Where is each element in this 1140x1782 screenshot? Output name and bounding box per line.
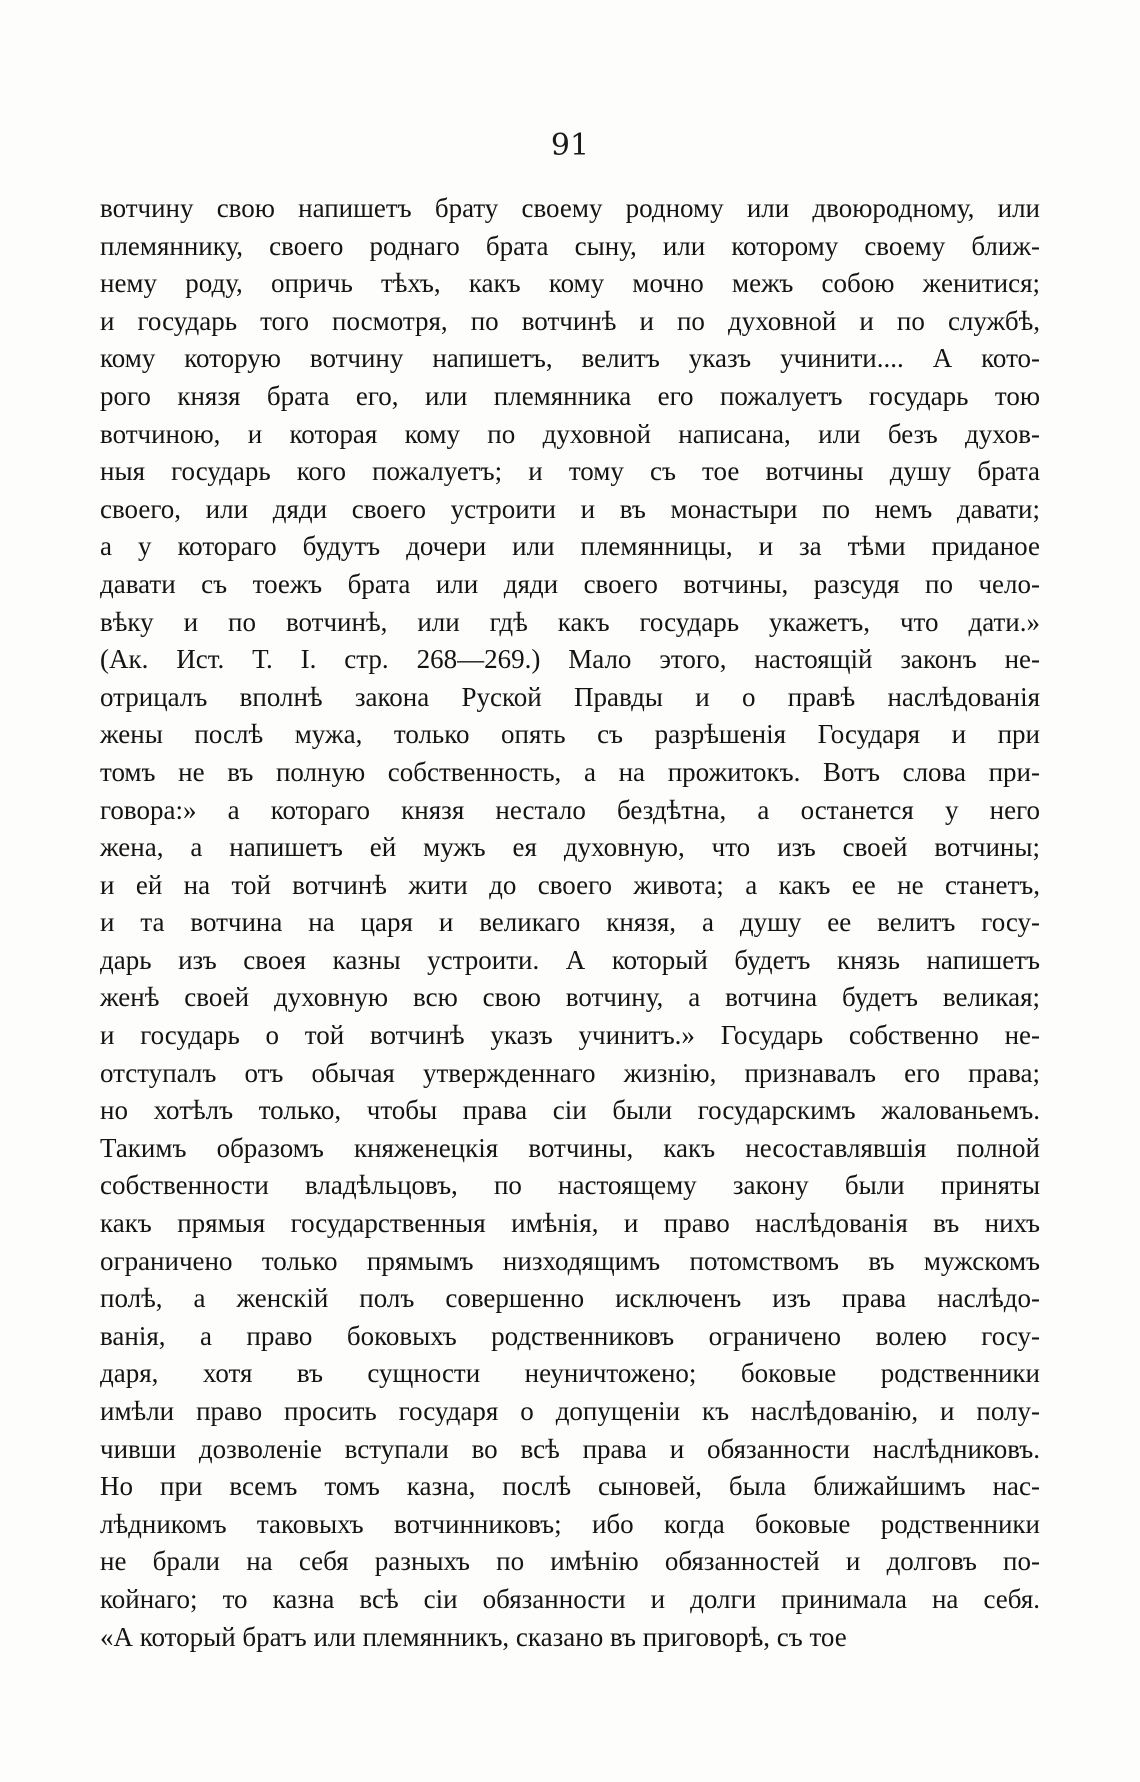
text-line: но хотѣлъ только, чтобы права сіи были государскимъ жалованьемъ.: [100, 1095, 1040, 1126]
text-line: томъ не въ полную собственность, а на прожитокъ. Вотъ слова при-: [100, 756, 1040, 787]
text-line: «А который братъ или племянникъ, сказано въ приговорѣ, съ тое: [100, 1621, 847, 1652]
text-line: койнаго; то казна всѣ сіи обязанности и долги принимала на себя.: [100, 1583, 1040, 1614]
body-text: [100, 190, 1040, 1656]
text-line: имѣли право просить государя о допущеніи къ наслѣдованію, и полу-: [100, 1396, 1040, 1426]
text-line: Такимъ образомъ княженецкія вотчины, какъ несоставлявшія полной: [100, 1132, 1040, 1163]
text-line: и та вотчина на царя и великаго князя, а душу ее велитъ госу-: [100, 907, 1040, 938]
text-line: жена, а напишетъ ей мужъ ея духовную, что изъ своей вотчины;: [100, 832, 1040, 863]
text-line: племяннику, своего роднаго брата сыну, или которому своему ближ-: [100, 230, 1040, 261]
text-line: рого князя брата его, или племянника его пожалуетъ государь тою: [100, 380, 1040, 411]
text-line: вотчину свою напишетъ брату своему родному или двоюродному, или: [100, 193, 1040, 223]
text-line: какъ прямыя государственныя имѣнія, и право наслѣдованія въ нихъ: [100, 1208, 1040, 1239]
text-line: не брали на себя разныхъ по имѣнію обязанностей и долговъ по-: [100, 1546, 1040, 1577]
text-line: и государь о той вотчинѣ указъ учинитъ.» Государь собственно не-: [100, 1020, 1040, 1051]
text-line: лѣдникомъ таковыхъ вотчинниковъ; ибо когда боковые родственники: [100, 1508, 1040, 1539]
text-line: полѣ, а женскій полъ совершенно исключенъ изъ права наслѣдо-: [100, 1283, 1040, 1314]
text-line: Но при всемъ томъ казна, послѣ сыновей, была ближайшимъ нас-: [100, 1471, 1040, 1502]
text-line: собственности владѣльцовъ, по настоящему закону были приняты: [100, 1170, 1040, 1201]
text-line: ванія, а право боковыхъ родственниковъ ограничено волею госу-: [100, 1320, 1040, 1351]
text-line: давати съ тоежъ брата или дяди своего вотчины, разсудя по чело-: [100, 568, 1040, 599]
text-line: дарь изъ своея казны устроити. А который будетъ князь напишетъ: [100, 944, 1040, 975]
text-line: (Ак. Ист. Т. I. стр. 268—269.) Мало этого, настоящій законъ не-: [100, 644, 1040, 675]
text-line: женѣ своей духовную всю свою вотчину, а вотчина будетъ великая;: [100, 982, 1040, 1013]
text-line: а у котораго будутъ дочери или племянницы, и за тѣми приданое: [100, 531, 1040, 562]
text-line: кому которую вотчину напишетъ, велитъ указъ учинити.... А кото-: [100, 343, 1040, 374]
text-line: ныя государь кого пожалуетъ; и тому съ тое вотчины душу брата: [100, 456, 1040, 487]
text-line: отступалъ отъ обычая утвержденнаго жизнію, признавалъ его права;: [100, 1057, 1040, 1088]
text-line: чивши дозволеніе вступали во всѣ права и обязанности наслѣдниковъ.: [100, 1433, 1040, 1464]
text-line: вѣку и по вотчинѣ, или гдѣ какъ государь укажетъ, что дати.»: [100, 606, 1040, 637]
text-line: даря, хотя въ сущности неуничтожено; боковые родственники: [100, 1358, 1040, 1389]
page-number: 91: [550, 128, 590, 163]
text-line: говора:» а котораго князя нестало бездѣтна, а останется у него: [100, 794, 1040, 825]
text-line: и государь того посмотря, по вотчинѣ и по духовной и по службѣ,: [100, 305, 1040, 336]
text-line: и ей на той вотчинѣ жити до своего живота; а какъ ее не станетъ,: [100, 869, 1040, 900]
text-line: отрицалъ вполнѣ закона Руской Правды и о правѣ наслѣдованія: [100, 681, 1040, 712]
text-line: нему роду, опричь тѣхъ, какъ кому мочно межъ собою женитися;: [100, 268, 1040, 299]
text-line: ограничено только прямымъ низходящимъ потомствомъ въ мужскомъ: [100, 1245, 1040, 1276]
text-line: жены послѣ мужа, только опять съ разрѣшенія Государя и при: [100, 719, 1040, 750]
text-line: своего, или дяди своего устроити и въ монастыри по немъ давати;: [100, 493, 1040, 524]
text-line: вотчиною, и которая кому по духовной написана, или безъ духов-: [100, 418, 1040, 449]
